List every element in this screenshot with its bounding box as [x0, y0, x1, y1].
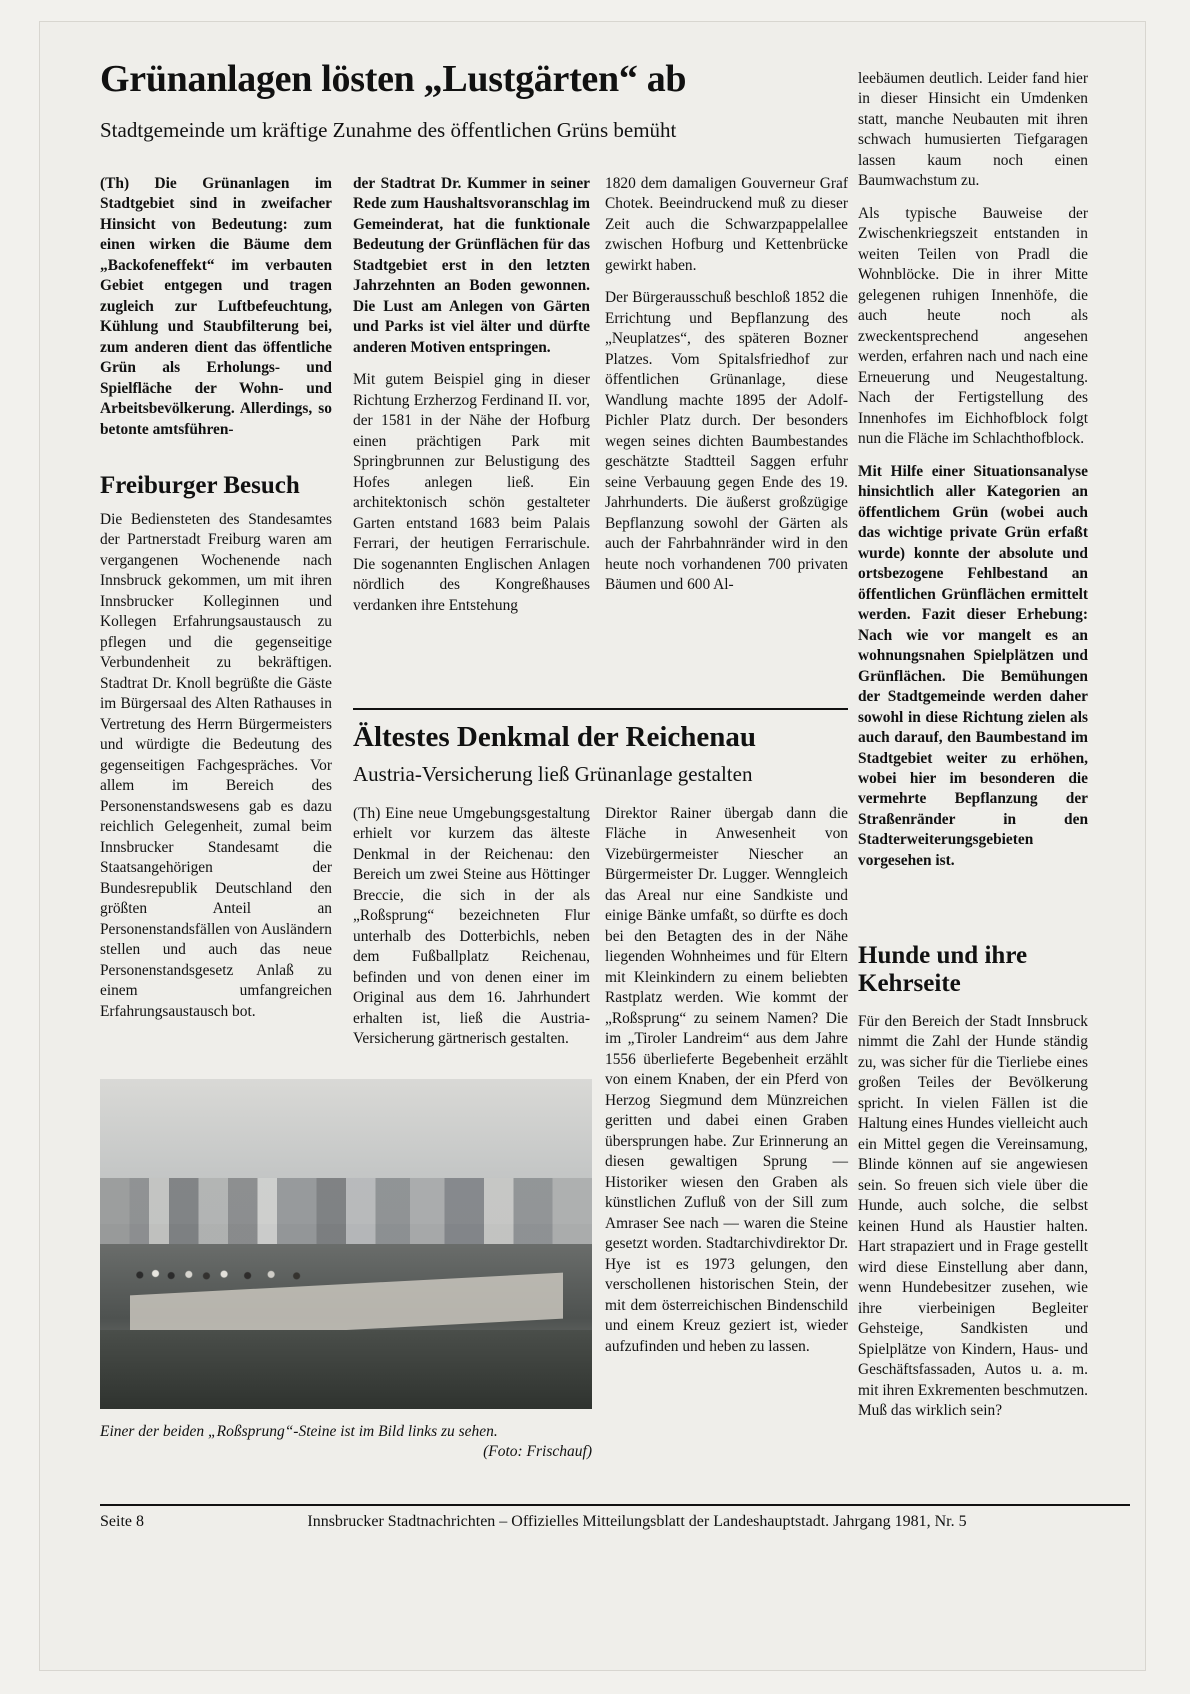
page-title: Grünanlagen lösten „Lustgärten“ ab: [100, 58, 687, 100]
photo-lawn: [100, 1330, 592, 1409]
article3-title: Ältestes Denkmal der Reichenau: [353, 721, 757, 753]
article1-col4-bold: Mit Hilfe einer Situationsanalyse hinsichtlich aller Kategorien an öffentlichem Grün (wobei auch das wichtige private Grün erfaßt wurde) konnte der absolute und ortsbezogene Fehlbestand an öffentlichen Grünflächen ermittelt werden. Fazit dieser Erhebung: Nach wie vor mangelt es an wohnungsnahen Spielplätzen und Grünflächen. Die Bemühungen der Stadtgemeinde werden daher sowohl in diese Richtung zielen als auch darauf, den Baumbestand im Stadtgebiet weiter zu erhöhen, wobei hier im besonderen die vermehrte Bepflanzung der Straßenränder in den Stadterweiterungsgebieten vorgesehen ist.: [858, 462, 1088, 869]
article3-subtitle: Austria-Versicherung ließ Grünanlage gestalten: [353, 762, 753, 786]
page-sheet: [40, 22, 1145, 1670]
article1-col2-bold: der Stadtrat Dr. Kummer in seiner Rede zum Haushaltsvoranschlag im Gemeinderat, hat die funktionale Bedeutung der Grünflächen für das Stadtgebiet erst in den letzten Jahrzehnten an Boden gewonnen. Die Lust am Anlegen von Gärten und Parks ist viel älter und dürfte anderen Motiven entspringen.: [353, 175, 590, 356]
article3-column-2: [605, 804, 848, 1369]
article4-text: Für den Bereich der Stadt Innsbruck nimmt die Zahl der Hunde ständig zu, was sicher für die Tierliebe eines großen Teiles der Bevölkerung spricht. In vielen Fällen ist die Haltung eines Hundes vielleicht auch ein Mittel gegen die Vereinsamung, Blinde können auf sie angewiesen sein. So freuen sich viele über die Hunde, auch solche, die selbst keinen Hund als Haustier halten. Hart strapaziert und in Frage gestellt wird diese Einstellung aber dann, wenn Hundebesitzer zusehen, wie ihre vierbeinigen Begleiter Gehsteige, Sandkisten und Spielplätze von Kindern, Haus- und Geschäftsfassaden, Autos u. a. m. mit ihren Exkrementen beschmutzen. Muß das wirklich sein?: [858, 1013, 1088, 1420]
article4-body: [858, 1012, 1088, 1434]
article1-col3-text-1: 1820 dem damaligen Gouverneur Graf Chotek. Beeindruckend muß zu dieser Zeit auch die Schwarzpappelallee zwischen Hofburg und Kettenbrücke gewirkt haben.: [605, 175, 848, 274]
page-footer: [100, 1513, 1130, 1531]
article3-col2-text: Direktor Rainer übergab dann die Fläche in Anwesenheit von Vizebürgermeister Niescher an Bürgermeister Dr. Lugger. Wenngleich das Areal nur eine Sandkiste und einige Bänke umfaßt, so dürfte es doch bei den Betagten des in der Nähe liegenden Wohnheimes und für Eltern mit Kleinkindern zu einem beliebten Rastplatz werden. Wie kommt der „Roßsprung“ zu seinem Namen? Die im „Tiroler Landreim“ aus dem Jahre 1556 überlieferte Begebenheit erzählt von einem Knaben, der ein Pferd von Herzog Siegmund dem Münzreichen geritten und dabei einen Graben übersprungen habe. Zur Erinnerung an diesen gewaltigen Sprung — Historiker wiesen den Graben als künstlichen Zufluß von der Sill zum Amraser See nach — waren die Steine gesetzt worden. Stadtarchivdirektor Dr. Hye ist es 1973 gelungen, den verschollenen historischen Stein, der mit dem österreichischen Bindenschild und einem Kreuz geziert ist, wieder aufzufinden und heben zu lassen.: [605, 805, 848, 1355]
article2-body: [100, 510, 332, 1034]
article4-title: Hunde und ihre Kehrseite: [858, 942, 1028, 997]
article1-column-2: [353, 174, 590, 628]
photo-caption: [100, 1422, 592, 1462]
article2-text: Die Bediensteten des Standesamtes der Partnerstadt Freiburg waren am vergangenen Wochenende nach Innsbruck gekommen, um mit ihren Innsbrucker Kolleginnen und Kollegen Erfahrungsaustausch zu pflegen und die gegenseitige Verbundenheit zu bekräftigen. Stadtrat Dr. Knoll begrüßte die Gäste im Bürgersaal des Alten Rathauses in Vertretung des Herrn Bürgermeisters und würdigte die Bedeutung des gegenseitigen Fachgespräches. Vor allem im Bereich des Personenstandswesens gab es dazu reichlich Gelegenheit, zumal beim Innsbrucker Standesamt die Staatsangehörigen der Bundesrepublik Deutschland den größten Anteil an Personenstandsfällen von Ausländern stellen und auch das neue Personenstandsgesetz Anlaß zu einem umfangreichen Erfahrungsaustausch bot.: [100, 511, 332, 1020]
footer-page-number: Seite 8: [100, 1513, 144, 1530]
photo-skyline: [100, 1178, 592, 1251]
page-subtitle: Stadtgemeinde um kräftige Zunahme des öffentlichen Grüns bemüht: [100, 118, 677, 142]
photo-people: [130, 1257, 327, 1287]
article1-col3-text-2: Der Bürgerausschuß beschloß 1852 die Errichtung und Bepflanzung des „Neuplatzes“, des späteren Bozner Platzes. Vom Spitalsfriedhof zur öffentlichen Grünanlage, diese Wandlung machte 1895 der Adolf-Pichler Platz durch. Der besonders wegen seines dichten Baumbestandes geschätzte Stadtteil Saggen erfuhr seine Verbauung gegen Ende des 19. Jahrhunderts. Die äußerst großzügige Bepflanzung sowohl der Gärten als auch der Fahrbahnränder wird in den heute noch vorhandenen 700 privaten Bäumen und 600 Al-: [605, 289, 848, 594]
article1-col1-text: (Th) Die Grünanlagen im Stadtgebiet sind in zweifacher Hinsicht von Bedeutung: zum einen wirken die Bäume dem „Backofeneffekt“ im verbauten Gebiet entgegen und tragen zugleich zur Luftbefeuchtung, Kühlung und Staubfilterung bei, zum anderen dient das öffentliche Grün als Erholungs- und Spielfläche der Wohn- und Arbeitsbevölkerung. Allerdings, so betonte amtsführen-: [100, 175, 332, 438]
photo-credit: (Foto: Frischauf): [483, 1443, 592, 1461]
article1-column-3: [605, 174, 848, 608]
article1-col4-text-1: leebäumen deutlich. Leider fand hier in dieser Hinsicht ein Umdenken statt, manche Neubauten mit ihren schwach humusierten Tiefgaragen lassen kaum noch einen Baumwachstum zu.: [858, 70, 1088, 190]
footer-divider: [100, 1504, 1130, 1506]
article3-column-1: [353, 804, 590, 1062]
article2-title: Freiburger Besuch: [100, 472, 300, 499]
article1-col4-text-2: Als typische Bauweise der Zwischenkriegszeit entstanden in weiten Teilen von Pradl die Wohnblöcke. Die in ihrer Mitte gelegenen ruhigen Innenhöfe, die auch heute noch als zweckentsprechend angesehen werden, erfahren nach und nach eine Erneuerung und Neugestaltung. Nach der Fertigstellung des Innenhofes im Eichhofblock folgt nun die Fläche im Schlachthofblock.: [858, 204, 1088, 448]
article1-column-4: [858, 69, 1088, 883]
article3-col1-text: (Th) Eine neue Umgebungsgestaltung erhielt vor kurzem das älteste Denkmal in der Reichenau: den Bereich um zwei Steine aus Höttinger Breccie, die sich in der als „Roßsprung“ bezeichneten Flur unterhalb des Dotterbichls, neben dem Fußballplatz Reichenau, befinden und von denen einer im Original aus dem 16. Jahrhundert erhalten ist, ließ die Austria-Versicherung gärtnerisch gestalten.: [353, 805, 590, 1048]
section-divider: [353, 708, 848, 710]
article-photo: [100, 1079, 592, 1409]
photo-caption-text: Einer der beiden „Roßsprung“-Steine ist im Bild links zu sehen.: [100, 1423, 498, 1440]
article1-col2-text: Mit gutem Beispiel ging in dieser Richtung Erzherzog Ferdinand II. vor, der 1581 in der Nähe der Hofburg einen prächtigen Park mit Springbrunnen zur Belustigung des Hofes anlegen ließ. Ein architektonisch schön gestalteter Garten entstand 1683 beim Palais Ferrari, der heutigen Ferrarischule. Die sogenannten Englischen Anlagen nördlich des Kongreßhauses verdanken ihre Entstehung: [353, 371, 590, 614]
footer-publication-info: Innsbrucker Stadtnachrichten – Offizielles Mitteilungsblatt der Landeshauptstadt. Jahrgang 1981, Nr. 5: [307, 1513, 967, 1530]
article1-column-1: [100, 174, 332, 452]
